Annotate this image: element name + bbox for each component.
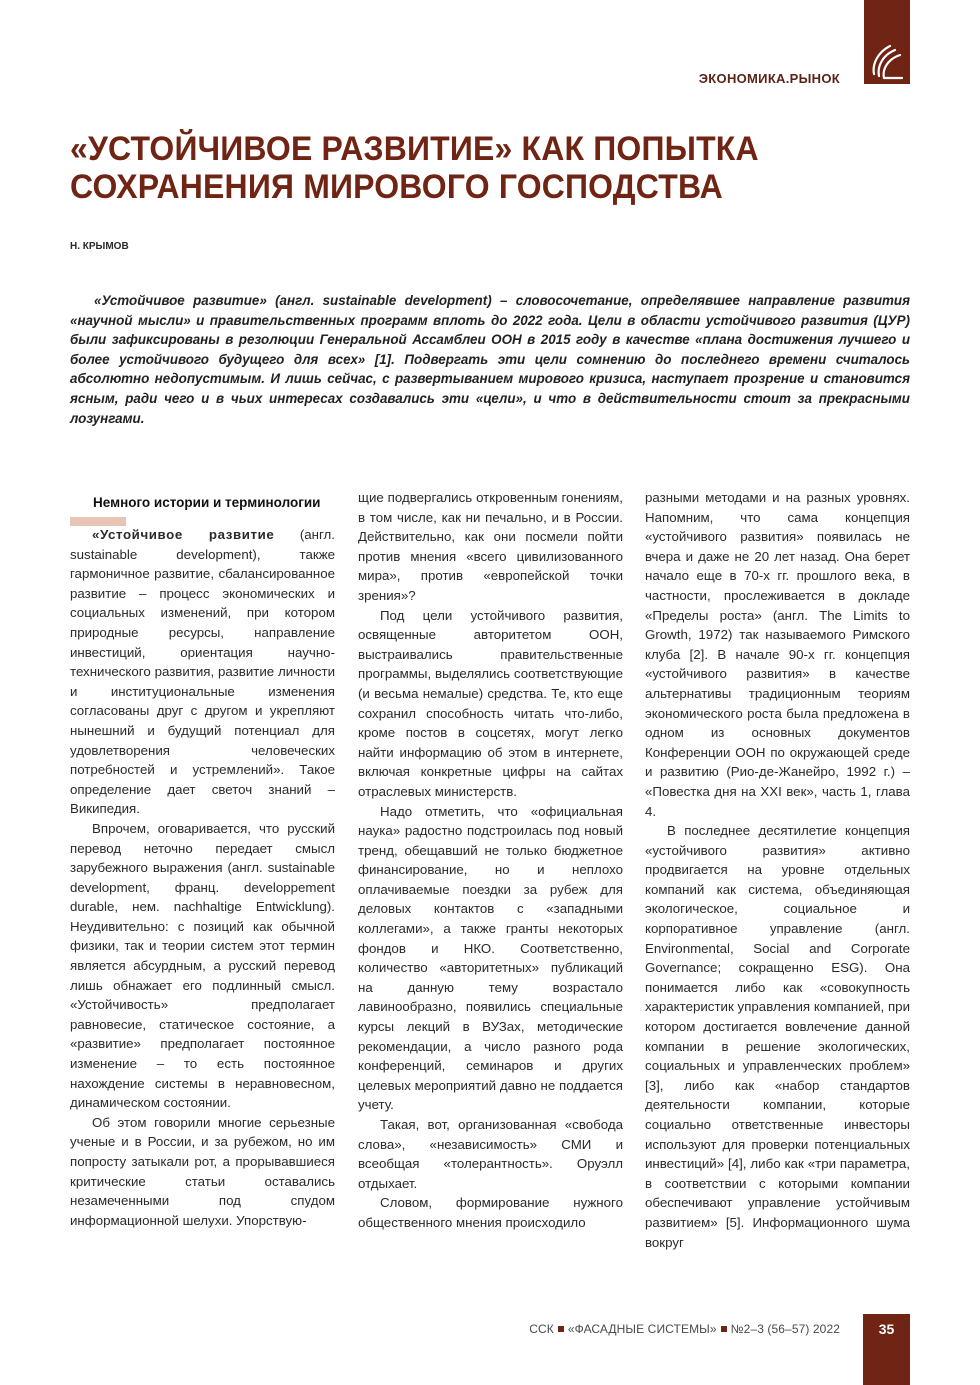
paragraph: Такая, вот, организованная «свобода слова», «независимость» СМИ и всеобщая «толерантность». Оруэлл отдыхает. <box>358 1117 623 1191</box>
paragraph: Словом, формирование нужного общественного мнения происходило <box>358 1195 623 1230</box>
paragraph: Под цели устойчивого развития, освященные авторитетом ООН, выстраивались правительственные программы, выделялись соответствующие (и весьма немалые) средства. Те, кто еще сохранил способность читать что-либо, кроме постов в соцсетях, могут легко найти информацию об этом в интернете, включая конкретные цифры на сайтах отраслевых министерств. <box>358 607 623 799</box>
separator-square-icon <box>721 1326 727 1332</box>
footer-publisher: ССК <box>529 1322 554 1336</box>
separator-square-icon <box>558 1326 564 1332</box>
column-2 <box>358 488 623 1233</box>
paragraph: Надо отметить, что «официальная наука» радостно подстроилась под новый тренд, обещавший не только бюджетное финансирование, но и неплохо оплачиваемые поездки за рубеж для деловых контактов с «западными коллегами», а также гранты некоторых фондов и НКО. Соответственно, количество «авторитетных» публикаций на данную тему возрастало лавинообразно, появились специальные курсы лекций в ВУЗах, методические рекомендации, а число разного рода конференций, семинаров и других целевых мероприятий давно не поддается учету. <box>358 803 623 1113</box>
article-author: Н. КРЫМОВ <box>70 241 129 252</box>
paragraph-text: (англ. sustainable development), также гармоничное развитие, сбалансированное развитие – процесс экономических и социальных изменений, при котором природные ресурсы, направление инвестиций, ориентация научно-технического развития, развитие личности и институциональные изменения согласованы друг с другом и укрепляют нынешний и будущий потенциал для удовлетворения человеческих потребностей и устремлений». Такое определение дает светоч знаний – Википедия. <box>70 527 335 817</box>
bold-term: «Устойчивое развитие <box>92 527 275 542</box>
footer-magazine: «ФАСАДНЫЕ СИСТЕМЫ» <box>567 1322 717 1336</box>
section-label: ЭКОНОМИКА.РЫНОК <box>698 71 840 86</box>
paragraph: В последнее десятилетие концепция «устойчивого развития» активно продвигается на уровне отдельных компаний как система, объединяющая экологическое, социальное и корпоративное управление (англ. Environmental, Social and Corporate Governance; сокращенно ESG). Она понимается либо как «совокупность характеристик управления компанией, при котором достигается вовлечение данной компании в решение экологических, социальных и управленческих проблем» [3], либо как «набор стандартов деятельности компании, которые социально ответственные инвесторы используют для проверки потенциальных инвестиций» [4], либо как «три параметра, в соответствии с которыми компании обеспечивают управление устойчивым развитием» [5]. Информационного шума вокруг <box>645 823 910 1250</box>
column-3 <box>645 488 910 1252</box>
section-subheading <box>93 494 335 511</box>
column-1 <box>70 488 335 1230</box>
paragraph: разными методами и на разных уровнях. Напомним, что сама концепция «устойчивого развития» появилась не вчера и даже не 20 лет назад. Она берет начало еще в 70-х гг. прошлого века, в частности, прослеживается в докладе «Пределы роста» (англ. The Limits to Growth, 1972) так называемого Римского клуба [2]. В начале 90-х гг. концепция «устойчивого развития» в качестве альтернативы традиционным теориям экономического роста была предложена в одном из основных документов Конференции ООН по окружающей среде и развитию (Рио-де-Жанейро, 1992 г.) – «Повестка дня на XXI век», часть 1, глава 4. <box>645 490 910 819</box>
page-number: 35 <box>878 1321 895 1337</box>
paragraph: Впрочем, оговаривается, что русский перевод неточно передает смысл зарубежного выражения (англ. sustainable development, франц. developpement durable, нем. nachhaltige Entwicklung). Неудивительно: с позиций как обычной физики, так и теории систем этот термин является абсурдным, а русский перевод лишь обнажает его подлинный смысл. «Устойчивость» предполагает равновесие, статическое состояние, а «развитие» предполагает постоянное изменение – то есть постоянное нахождение системы в неравновесном, динамическом состоянии. <box>70 820 335 1111</box>
stylized-columns-logo-icon <box>868 38 906 80</box>
footer-issue: №2–3 (56–57) 2022 <box>730 1322 840 1336</box>
page-number-block <box>863 1314 910 1385</box>
article-title: «УСТОЙЧИВОЕ РАЗВИТИЕ» КАК ПОПЫТКА СОХРАНЕНИЯ МИРОВОГО ГОСПОДСТВА <box>70 130 759 206</box>
subheading-accent-bar <box>70 517 126 526</box>
magazine-logo <box>864 0 910 84</box>
article-lead: «Устойчивое развитие» (англ. sustainable development) – словосочетание, определявшее направление развития «научной мысли» и правительственных программ вплоть до 2022 года. Цели в области устойчивого развития (ЦУР) были зафиксированы в резолюции Генеральной Ассамблеи ООН в 2015 году в качестве «плана достижения лучшего и более устойчивого будущего для всех» [1]. Подвергать эти цели сомнению до последнего времени считалось абсолютно недопустимым. И лишь сейчас, с развертыванием мирового кризиса, наступает прозрение и становится ясным, ради чего и в чьих интересах создавались эти «цели», и что в действительности стоит за прекрасными лозунгами. <box>70 293 910 426</box>
subheading-text: Немного истории и терминологии <box>93 495 321 510</box>
paragraph: Об этом говорили многие серьезные ученые и в России, и за рубежом, но им попросту затыкали рот, а прорывавшиеся критические статьи оставались незамеченными под спудом информационной шелухи. Упорствую- <box>70 1114 335 1228</box>
paragraph <box>70 525 335 819</box>
page-footer <box>529 1322 840 1336</box>
paragraph: щие подвергались откровенным гонениям, в том числе, как ни печально, и в России. Действительно, как они посмели пойти против мнения «всего цивилизованного мира», против «европейской точки зрения»? <box>358 490 623 603</box>
